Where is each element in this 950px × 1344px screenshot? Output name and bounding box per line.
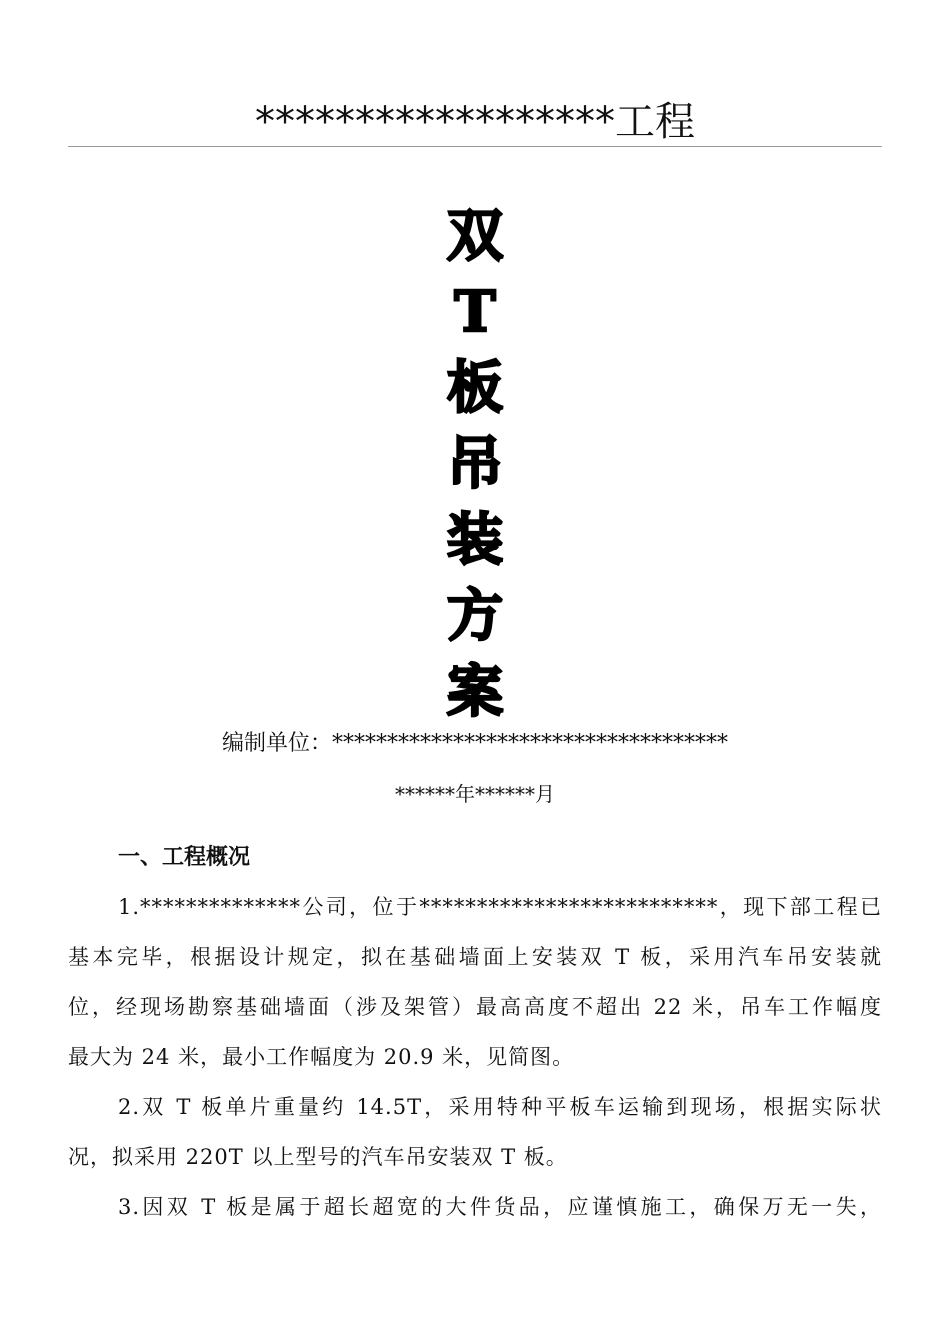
title-char: 板 (447, 355, 503, 421)
title-char: T (454, 279, 496, 345)
paragraph-line: 位，经现场勘察基础墙面（涉及架管）最高高度不超出 22 米，吊车工作幅度 (68, 995, 882, 1019)
project-header-title: ******************工程 (255, 99, 695, 145)
title-char: 吊 (447, 431, 503, 497)
paragraph-2 (68, 1082, 882, 1182)
title-char: 案 (447, 659, 503, 725)
date-line: ******年******月 (395, 782, 555, 806)
paragraph-line: 基本完毕，根据设计规定，拟在基础墙面上安装双 T 板，采用汽车吊安装就 (68, 945, 882, 969)
paragraph-line: 1.**************公司，位于**************************，现下部工程已 (118, 895, 882, 919)
header-divider (68, 146, 882, 147)
title-char: 方 (447, 583, 503, 649)
paragraph-3 (68, 1182, 882, 1232)
vertical-document-title (425, 198, 525, 730)
compiling-unit-line: 编制单位：************************************ (221, 731, 728, 756)
paragraph-1 (68, 882, 882, 1082)
title-char: 双 (447, 203, 503, 269)
paragraph-line: 3.因双 T 板是属于超长超宽的大件货品，应谨慎施工，确保万无一失， (118, 1195, 882, 1219)
title-char: 装 (447, 507, 503, 573)
section-heading-project-overview: 一、工程概况 (118, 845, 251, 870)
paragraph-line: 最大为 24 米，最小工作幅度为 20.9 米，见简图。 (68, 1045, 575, 1069)
paragraph-line: 况，拟采用 220T 以上型号的汽车吊安装双 T 板。 (68, 1145, 568, 1169)
paragraph-line: 2.双 T 板单片重量约 14.5T，采用特种平板车运输到现场，根据实际状 (118, 1095, 882, 1119)
